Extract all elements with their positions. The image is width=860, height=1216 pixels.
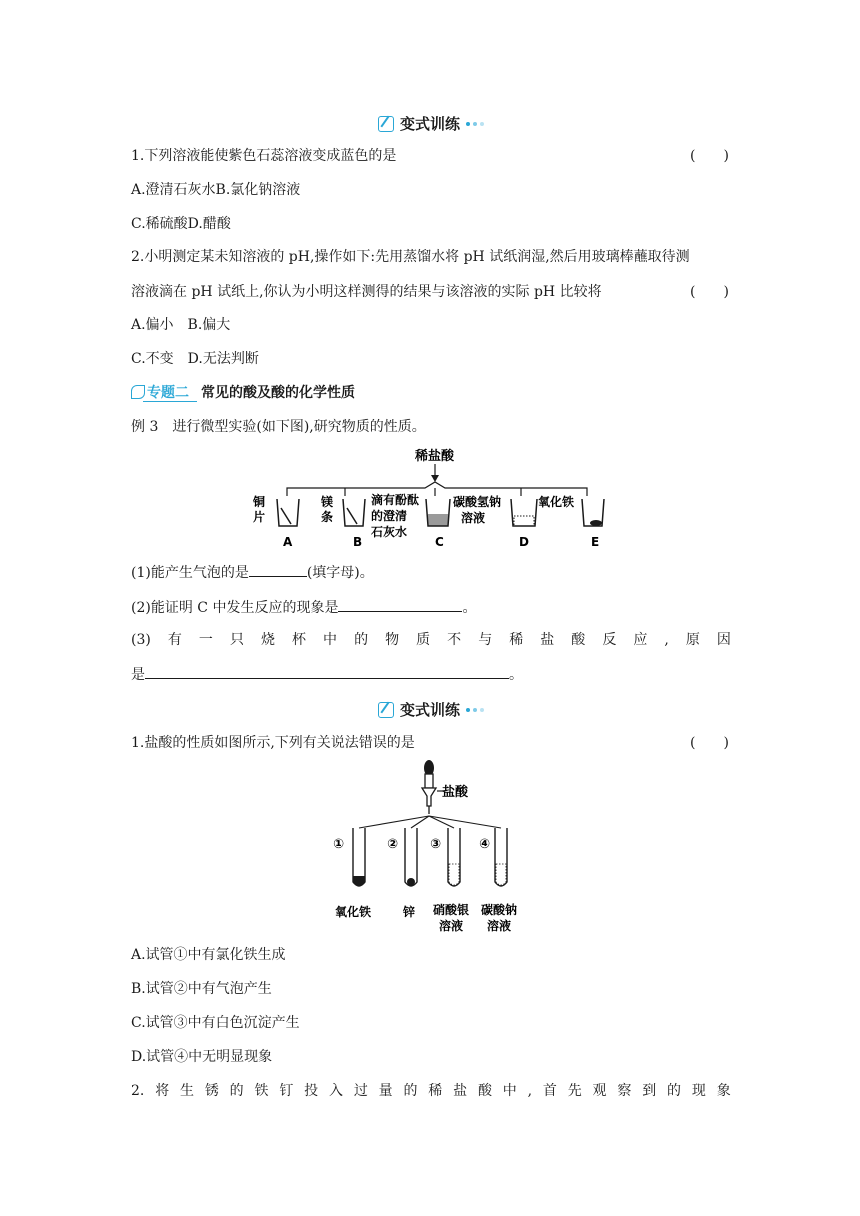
q4-char: 象	[716, 1083, 731, 1099]
answer-paren: ( )	[690, 284, 729, 300]
tube-1	[333, 828, 371, 919]
question-1-stem: 1.下列溶液能使紫色石蕊溶液变成蓝色的是	[131, 148, 397, 164]
sub3-char: 烧	[260, 632, 275, 648]
sub3-char: 只	[229, 632, 244, 648]
topic-heading	[131, 382, 355, 402]
question-2-stem-line2: 溶液滴在 pH 试纸上,你认为小明这样测得的结果与该溶液的实际 pH 比较将	[131, 284, 602, 300]
sub3-char: 原	[685, 632, 700, 648]
example-3-stem: 例 3 进行微型实验(如下图),研究物质的性质。	[131, 419, 426, 435]
sub3-char: 一	[198, 632, 213, 648]
tube-4-label-1: 碳酸钠	[481, 903, 518, 917]
tube-3-num: ③	[430, 837, 442, 852]
tube-3-label-2: 溶液	[439, 919, 464, 933]
q4-char: 铁	[254, 1083, 269, 1099]
answer-blank[interactable]	[338, 597, 462, 612]
sub3-char: 的	[354, 632, 369, 648]
beaker-e-letter: E	[591, 535, 600, 549]
beaker-c-label-2: 的澄清	[371, 509, 408, 523]
sub1-prefix: (1)能产生气泡的是	[131, 565, 249, 581]
beaker-c-letter: C	[435, 535, 444, 549]
answer-paren: ( )	[690, 148, 729, 164]
sub3-char: 中	[323, 632, 338, 648]
beaker-c	[371, 492, 450, 549]
q4-char: ,	[527, 1083, 533, 1099]
sub3-char: 盐	[540, 632, 555, 648]
question-3-stem: 1.盐酸的性质如图所示,下列有关说法错误的是	[131, 735, 415, 751]
tube-1-num: ①	[333, 837, 345, 852]
beaker-b-label-2: 条	[321, 510, 334, 524]
beaker-b-letter: B	[353, 535, 363, 549]
q4-char: 的	[229, 1083, 244, 1099]
beaker-c-label-1: 滴有酚酞	[371, 493, 420, 507]
beaker-d	[453, 494, 537, 549]
tube-2-num: ②	[387, 837, 399, 852]
q4-char: 2.	[131, 1083, 145, 1099]
sub2-prefix: (2)能证明 C 中发生反应的现象是	[131, 600, 339, 616]
q4-char: 酸	[477, 1083, 492, 1099]
beaker-c-label-3: 石灰水	[371, 525, 408, 539]
q1-options-ab: A.澄清石灰水B.氯化钠溶液	[131, 182, 301, 198]
example-3-sub3-line1	[131, 630, 731, 650]
q2-options-ab: A.偏小 B.偏大	[131, 317, 231, 333]
example-3-sub3-line2	[131, 664, 523, 685]
q4-char: 现	[691, 1083, 706, 1099]
question-4-stem	[131, 1081, 731, 1101]
sub2-suffix: 。	[462, 600, 477, 616]
q4-char: 到	[642, 1083, 657, 1099]
q4-char: 察	[617, 1083, 632, 1099]
example-3-sub1	[131, 562, 374, 583]
q3-option-b: B.试管②中有气泡产生	[131, 981, 272, 997]
q2-options-cd: C.不变 D.无法判断	[131, 351, 259, 367]
sub1-suffix: (填字母)。	[306, 565, 374, 581]
q4-char: 入	[328, 1083, 343, 1099]
dropper-icon	[422, 760, 436, 814]
pencil-icon	[378, 116, 394, 132]
section-title: 变式训练	[400, 701, 461, 719]
q3-option-c: C.试管③中有白色沉淀产生	[131, 1015, 300, 1031]
topic-badge: 专题二	[131, 382, 197, 402]
q4-char: 先	[567, 1083, 582, 1099]
sub3-char: 不	[447, 632, 462, 648]
sub3-char: 因	[716, 632, 731, 648]
sub3-char: 质	[416, 632, 431, 648]
tube-4-label-2: 溶液	[487, 919, 512, 933]
topic-title: 常见的酸及酸的化学性质	[201, 385, 355, 401]
section-title: 变式训练	[400, 115, 461, 133]
example-3-sub2	[131, 597, 476, 618]
sub3-char: 物	[385, 632, 400, 648]
tube-2	[387, 828, 417, 919]
sub3-char: 与	[478, 632, 493, 648]
beaker-a-label-1: 铜	[253, 495, 266, 509]
beaker-e-label-1: 氧化铁	[538, 495, 575, 509]
sub3-char: ,	[664, 632, 669, 648]
beaker-a	[252, 494, 299, 549]
tube-3-label-1: 硝酸银	[433, 903, 470, 917]
tube-4-num: ④	[479, 837, 491, 852]
sub3-char: 有	[167, 632, 182, 648]
test-tube-figure	[325, 758, 535, 938]
tube-2-label-1: 锌	[403, 905, 416, 919]
q4-char: 首	[542, 1083, 557, 1099]
sub3-char: 应	[633, 632, 648, 648]
beaker-b	[320, 494, 365, 549]
beaker-a-letter: A	[283, 535, 293, 549]
q4-char: 钉	[279, 1083, 294, 1099]
sub3-line2-suffix: 。	[509, 667, 523, 683]
tube-3	[430, 828, 469, 933]
q3-option-d: D.试管④中无明显现象	[131, 1049, 273, 1065]
q4-char: 将	[155, 1083, 170, 1099]
sub3-char: 杯	[292, 632, 306, 648]
sub3-char: (3)	[131, 632, 151, 648]
sub3-char: 酸	[571, 632, 586, 648]
beaker-d-label-1: 碳酸氢钠	[453, 495, 502, 509]
dots-icon	[466, 708, 484, 712]
sub3-char: 反	[602, 632, 617, 648]
pencil-icon	[378, 702, 394, 718]
sub3-char: 稀	[509, 632, 524, 648]
q4-char: 中	[502, 1083, 517, 1099]
q4-char: 过	[353, 1083, 368, 1099]
beaker-d-label-2: 溶液	[461, 511, 486, 525]
q4-char: 的	[403, 1083, 418, 1099]
beaker-experiment-figure	[245, 444, 615, 552]
q3-option-a: A.试管①中有氯化铁生成	[131, 947, 286, 963]
answer-blank[interactable]	[249, 562, 307, 577]
section-header-practice-2	[378, 699, 484, 720]
q4-char: 稀	[428, 1083, 443, 1099]
answer-blank[interactable]	[145, 664, 509, 679]
sub3-line2-prefix: 是	[131, 667, 145, 683]
question-2-stem-line1: 2.小明测定某未知溶液的 pH,操作如下:先用蒸馏水将 pH 试纸润湿,然后用玻璃棒蘸取待测	[131, 249, 690, 265]
q4-char: 观	[592, 1083, 607, 1099]
dots-icon	[466, 122, 484, 126]
beaker-a-label-2: 片	[253, 510, 266, 524]
q4-char: 生	[180, 1083, 195, 1099]
beaker-e	[538, 494, 604, 549]
tube-4	[479, 828, 517, 933]
tube-1-label-1: 氧化铁	[335, 905, 372, 919]
figure-top-label: 稀盐酸	[415, 449, 455, 464]
q4-char: 盐	[453, 1083, 468, 1099]
answer-paren: ( )	[690, 735, 729, 751]
section-header-practice-1	[378, 113, 484, 134]
beaker-d-letter: D	[519, 535, 529, 549]
q4-char: 锈	[204, 1083, 219, 1099]
dropper-label: 盐酸	[442, 785, 469, 800]
q4-char: 的	[667, 1083, 682, 1099]
beaker-b-label-1: 镁	[321, 495, 334, 509]
q4-char: 量	[378, 1083, 393, 1099]
q4-char: 投	[304, 1083, 319, 1099]
q1-options-cd: C.稀硫酸D.醋酸	[131, 216, 231, 232]
